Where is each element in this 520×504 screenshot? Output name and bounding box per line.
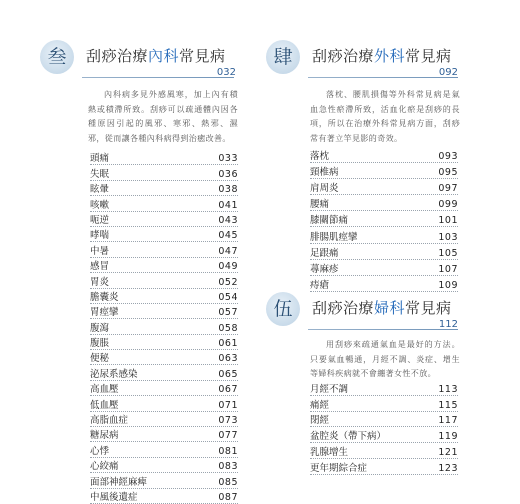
toc-entry-page: 043 — [218, 214, 238, 226]
toc-entry[interactable] — [90, 396, 238, 411]
section-title — [86, 45, 226, 66]
section-page-number: 092 — [438, 67, 458, 78]
toc-entry-page: 101 — [438, 215, 458, 227]
toc-entry-title: 腓腸肌痙攣 — [310, 231, 358, 243]
toc-entry[interactable] — [90, 165, 238, 180]
toc-entry[interactable] — [310, 179, 458, 195]
toc-entry-title: 失眠 — [90, 168, 110, 180]
toc-entry[interactable] — [90, 442, 238, 457]
toc-entry-page: 095 — [438, 167, 458, 179]
title-prefix: 刮痧治療 — [312, 47, 375, 65]
toc-entry-title: 低血壓 — [90, 399, 119, 411]
toc-entry-title: 高脂血症 — [90, 415, 129, 427]
toc-entry-page: 119 — [438, 431, 458, 443]
toc-entry[interactable] — [90, 304, 238, 319]
toc-entry[interactable] — [310, 276, 458, 292]
toc-list — [310, 380, 458, 475]
toc-entry-title: 蕁麻疹 — [310, 263, 339, 275]
toc-entry-title: 中暑 — [90, 245, 110, 257]
toc-entry-title: 泌尿系感染 — [90, 368, 138, 380]
toc-entry-page: 038 — [218, 184, 238, 196]
title-prefix: 刮痧治療 — [86, 47, 149, 65]
toc-entry[interactable] — [90, 150, 238, 165]
title-accent: 外科 — [374, 47, 406, 65]
toc-entry-title: 痔瘡 — [310, 279, 330, 291]
toc-entry-title: 糖尿病 — [90, 430, 119, 442]
toc-entry-page: 099 — [438, 199, 458, 211]
toc-entry-page: 117 — [438, 415, 458, 427]
toc-entry[interactable] — [90, 258, 238, 273]
toc-entry[interactable] — [310, 443, 458, 459]
toc-entry[interactable] — [310, 412, 458, 428]
toc-entry[interactable] — [90, 273, 238, 288]
toc-entry-title: 眩暈 — [90, 184, 110, 196]
toc-entry-title: 痛經 — [310, 399, 330, 411]
section-intro: 內科病多見外感風寒，加上內有積熱或積滯所致。刮痧可以疏通體內因各種原因引起的風邪、寒邪、熱邪、濕邪，從而讓各種內科病得到治癒改善。 — [88, 90, 238, 143]
toc-entry[interactable] — [90, 350, 238, 365]
section-number-badge: 伍 — [266, 292, 300, 326]
toc-entry-title: 心絞痛 — [90, 461, 119, 473]
toc-entry[interactable] — [90, 427, 238, 442]
toc-entry-title: 膝關節痛 — [310, 215, 349, 227]
title-suffix: 常見病 — [179, 47, 226, 65]
title-suffix: 常見病 — [405, 299, 452, 317]
toc-entry[interactable] — [90, 489, 238, 504]
toc-entry[interactable] — [310, 427, 458, 443]
toc-entry-page: 054 — [218, 291, 238, 303]
toc-entry-title: 盆腔炎（帶下病） — [310, 431, 387, 443]
toc-entry[interactable] — [90, 181, 238, 196]
toc-entry[interactable] — [90, 212, 238, 227]
section-intro: 用刮痧來疏通氣血是最好的方法。只要氣血暢通，月經不調、炎症、增生等婦科疾病就不會纏著女性不放。 — [310, 340, 460, 378]
section-intro: 落枕、腰肌損傷等外科常見病是氣血急性瘀滯所致，活血化瘀是刮痧的長項，所以在治療外科常見病方面，刮痧常有著立竿見影的奇效。 — [310, 90, 460, 143]
toc-entry[interactable] — [310, 147, 458, 163]
toc-entry-title: 頭痛 — [90, 153, 110, 165]
toc-entry[interactable] — [90, 473, 238, 488]
section-title — [312, 297, 452, 318]
toc-list — [310, 147, 458, 292]
toc-entry-title: 肩周炎 — [310, 183, 339, 195]
toc-entry[interactable] — [90, 458, 238, 473]
toc-entry-page: 052 — [218, 276, 238, 288]
toc-entry-page: 067 — [218, 384, 238, 396]
toc-entry[interactable] — [90, 412, 238, 427]
toc-entry-title: 胃炎 — [90, 276, 110, 288]
toc-entry-page: 033 — [218, 153, 238, 165]
toc-entry-page: 057 — [218, 307, 238, 319]
toc-entry-page: 115 — [438, 399, 458, 411]
toc-entry-title: 胃痙攣 — [90, 307, 119, 319]
toc-entry-title: 腹瀉 — [90, 322, 110, 334]
section-number-badge: 肆 — [266, 40, 300, 74]
toc-entry[interactable] — [310, 396, 458, 412]
toc-entry[interactable] — [310, 211, 458, 227]
toc-entry[interactable] — [310, 260, 458, 276]
toc-entry-title: 足跟痛 — [310, 247, 339, 259]
toc-entry-title: 面部神經麻痺 — [90, 476, 148, 488]
toc-entry-page: 045 — [218, 230, 238, 242]
toc-entry-page: 107 — [438, 263, 458, 275]
title-prefix: 刮痧治療 — [312, 299, 375, 317]
toc-entry-page: 085 — [218, 476, 238, 488]
toc-entry-page: 058 — [218, 322, 238, 334]
toc-entry-title: 咳嗽 — [90, 199, 110, 211]
toc-entry[interactable] — [90, 242, 238, 257]
toc-entry[interactable] — [310, 380, 458, 396]
toc-entry-page: 036 — [218, 168, 238, 180]
toc-entry[interactable] — [310, 195, 458, 211]
section-number-badge: 叁 — [40, 40, 74, 74]
toc-entry[interactable] — [310, 244, 458, 260]
section-page-number: 032 — [216, 67, 236, 78]
toc-entry-page: 103 — [438, 231, 458, 243]
toc-entry[interactable] — [310, 459, 458, 475]
toc-entry-page: 093 — [438, 151, 458, 163]
toc-entry-title: 哮喘 — [90, 230, 110, 242]
title-accent: 內科 — [148, 47, 180, 65]
toc-entry-page: 047 — [218, 245, 238, 257]
title-accent: 婦科 — [374, 299, 406, 317]
toc-entry[interactable] — [90, 335, 238, 350]
toc-entry[interactable] — [90, 381, 238, 396]
toc-entry-title: 呃逆 — [90, 214, 110, 226]
title-suffix: 常見病 — [405, 47, 452, 65]
toc-entry-title: 閉經 — [310, 415, 330, 427]
toc-entry[interactable] — [90, 196, 238, 211]
section-page-number: 112 — [438, 319, 458, 330]
toc-entry-page: 113 — [438, 383, 458, 395]
toc-entry-page: 097 — [438, 183, 458, 195]
toc-entry-page: 109 — [438, 279, 458, 291]
toc-entry-title: 膽囊炎 — [90, 291, 119, 303]
toc-entry-page: 049 — [218, 261, 238, 273]
toc-entry-page: 071 — [218, 399, 238, 411]
toc-entry[interactable] — [310, 227, 458, 243]
toc-entry[interactable] — [90, 365, 238, 380]
toc-entry[interactable] — [90, 289, 238, 304]
toc-entry-title: 中風後遺症 — [90, 491, 138, 503]
toc-entry[interactable] — [310, 163, 458, 179]
toc-entry-page: 123 — [438, 462, 458, 474]
toc-entry-title: 高血壓 — [90, 384, 119, 396]
toc-entry-title: 腰痛 — [310, 199, 330, 211]
toc-entry-page: 081 — [218, 445, 238, 457]
toc-entry[interactable] — [90, 319, 238, 334]
toc-entry-page: 083 — [218, 461, 238, 473]
toc-entry-title: 腹脹 — [90, 338, 110, 350]
toc-entry-page: 077 — [218, 430, 238, 442]
toc-entry-page: 063 — [218, 353, 238, 365]
toc-entry-title: 頸椎病 — [310, 167, 339, 179]
section-title — [312, 45, 452, 66]
toc-entry-title: 更年期綜合症 — [310, 462, 368, 474]
toc-entry-title: 感冒 — [90, 261, 110, 273]
toc-entry-page: 061 — [218, 338, 238, 350]
toc-entry-title: 便秘 — [90, 353, 110, 365]
toc-entry-title: 落枕 — [310, 151, 330, 163]
toc-entry-title: 乳腺增生 — [310, 446, 349, 458]
toc-entry[interactable] — [90, 227, 238, 242]
toc-entry-page: 065 — [218, 368, 238, 380]
toc-entry-page: 087 — [218, 491, 238, 503]
toc-entry-page: 073 — [218, 415, 238, 427]
toc-entry-page: 041 — [218, 199, 238, 211]
toc-list — [90, 150, 238, 504]
toc-entry-title: 心悸 — [90, 445, 110, 457]
toc-entry-page: 121 — [438, 446, 458, 458]
toc-entry-page: 105 — [438, 247, 458, 259]
toc-entry-title: 月經不調 — [310, 383, 349, 395]
